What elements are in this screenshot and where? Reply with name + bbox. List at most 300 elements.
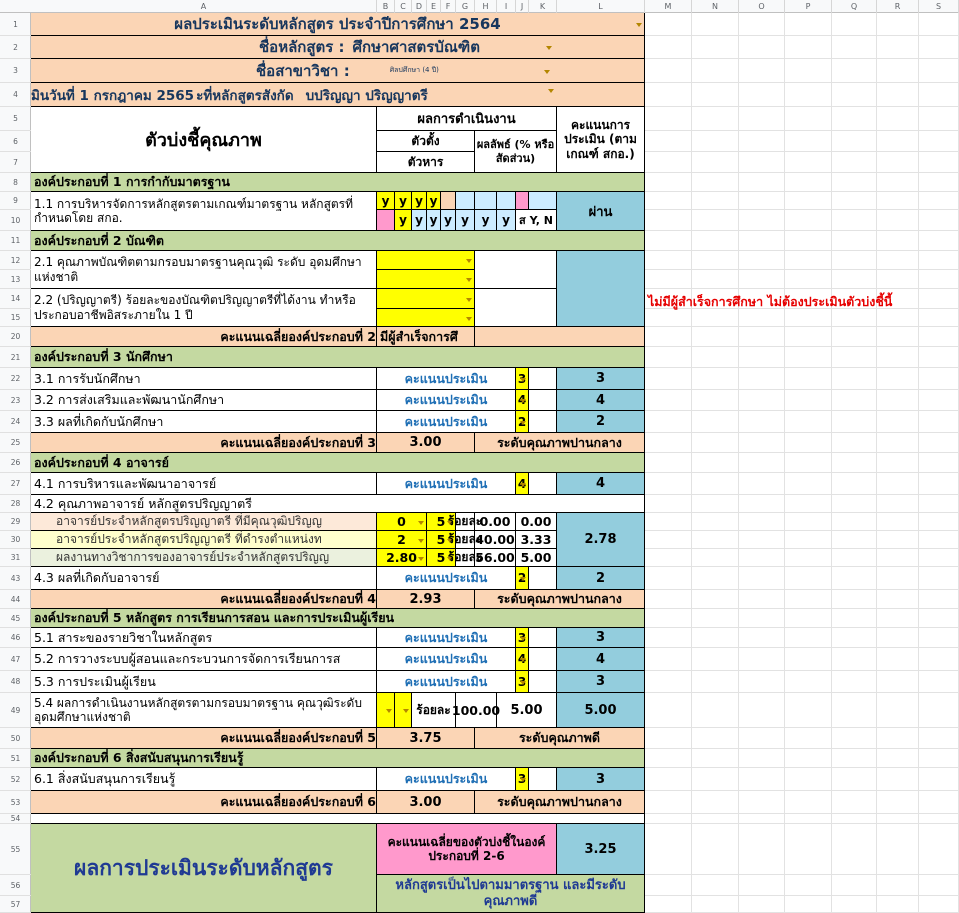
empty-cell[interactable]: [832, 368, 877, 390]
summary-avg-label[interactable]: [377, 824, 557, 875]
empty-cell[interactable]: [877, 609, 919, 628]
empty-cell[interactable]: [692, 628, 739, 648]
comp5-title[interactable]: [31, 609, 645, 628]
row-header-22[interactable]: 22: [0, 368, 31, 390]
row-header-15[interactable]: 15: [0, 309, 31, 327]
empty-cell[interactable]: [692, 768, 739, 791]
ind-6-1[interactable]: [31, 768, 377, 791]
eval-4-1[interactable]: [377, 473, 516, 495]
empty-cell[interactable]: [785, 173, 832, 192]
empty-cell[interactable]: [877, 210, 919, 231]
spacer[interactable]: [529, 567, 557, 590]
empty-cell[interactable]: [645, 36, 692, 59]
empty-cell[interactable]: [919, 309, 959, 327]
result-2-1[interactable]: [475, 251, 557, 289]
empty-cell[interactable]: [832, 693, 877, 728]
row-header-2[interactable]: 2: [0, 36, 31, 59]
num-4-2-2[interactable]: [377, 531, 427, 549]
comp1-title[interactable]: [31, 173, 645, 192]
empty-cell[interactable]: [877, 59, 919, 83]
empty-cell[interactable]: [832, 453, 877, 473]
empty-cell[interactable]: [785, 107, 832, 131]
empty-cell[interactable]: [832, 231, 877, 251]
empty-cell[interactable]: [832, 131, 877, 152]
empty-cell[interactable]: [645, 814, 692, 824]
empty-cell[interactable]: [645, 152, 692, 173]
empty-cell[interactable]: [645, 173, 692, 192]
num-5-4[interactable]: [377, 693, 395, 728]
empty-cell[interactable]: [832, 896, 877, 913]
ind-5-3[interactable]: [31, 671, 377, 693]
ind-2-2[interactable]: [31, 289, 377, 327]
column-header-q[interactable]: Q: [832, 0, 877, 13]
y-check[interactable]: [441, 210, 456, 231]
column-header-s[interactable]: S: [919, 0, 959, 13]
chevron-down-icon[interactable]: [466, 317, 472, 321]
eval-6-1[interactable]: [377, 768, 516, 791]
empty-cell[interactable]: [919, 192, 959, 210]
empty-cell[interactable]: [739, 368, 785, 390]
empty-cell[interactable]: [785, 791, 832, 814]
empty-cell[interactable]: [832, 347, 877, 368]
empty-cell[interactable]: [832, 824, 877, 875]
ind-5-1[interactable]: [31, 628, 377, 648]
empty-cell[interactable]: [877, 567, 919, 590]
empty-cell[interactable]: [919, 368, 959, 390]
avg2-label[interactable]: [31, 327, 377, 347]
row-header-46[interactable]: 46: [0, 628, 31, 648]
empty-cell[interactable]: [785, 251, 832, 270]
chevron-down-icon[interactable]: [520, 577, 526, 581]
empty-cell[interactable]: [785, 453, 832, 473]
empty-cell[interactable]: [919, 251, 959, 270]
chevron-down-icon[interactable]: [403, 709, 409, 713]
pct-label[interactable]: [447, 513, 483, 531]
pct-4-2-2[interactable]: [475, 531, 516, 549]
major-row[interactable]: [31, 59, 645, 83]
subscore-4-2-1[interactable]: [516, 513, 557, 531]
empty-cell[interactable]: [877, 628, 919, 648]
empty-cell[interactable]: [645, 107, 692, 131]
row-header-26[interactable]: 26: [0, 453, 31, 473]
empty-cell[interactable]: [919, 173, 959, 192]
empty-cell[interactable]: [919, 433, 959, 453]
chevron-down-icon[interactable]: [520, 778, 526, 782]
empty-cell[interactable]: [877, 791, 919, 814]
avg2-value[interactable]: [377, 327, 475, 347]
empty-cell[interactable]: [877, 473, 919, 495]
empty-cell[interactable]: [645, 411, 692, 433]
empty-cell[interactable]: [739, 513, 785, 531]
row-header-30[interactable]: 30: [0, 531, 31, 549]
empty-cell[interactable]: [692, 693, 739, 728]
spacer[interactable]: [529, 411, 557, 433]
empty-cell[interactable]: [739, 495, 785, 513]
pct-4-2-3[interactable]: [475, 549, 516, 567]
empty-cell[interactable]: [645, 513, 692, 531]
empty-cell[interactable]: [785, 768, 832, 791]
eval-5-1[interactable]: [377, 628, 516, 648]
empty-cell[interactable]: [692, 192, 739, 210]
empty-cell[interactable]: [645, 327, 692, 347]
empty-cell[interactable]: [877, 152, 919, 173]
empty-cell[interactable]: [739, 768, 785, 791]
select-5-2[interactable]: [516, 648, 529, 671]
y-check[interactable]: [441, 192, 456, 210]
empty-cell[interactable]: [877, 768, 919, 791]
empty-cell[interactable]: [877, 814, 919, 824]
chevron-down-icon[interactable]: [520, 681, 526, 685]
num-2-1[interactable]: [377, 251, 475, 270]
empty-cell[interactable]: [919, 896, 959, 913]
numerator-header[interactable]: [377, 131, 475, 152]
empty-cell[interactable]: [692, 495, 739, 513]
empty-cell[interactable]: [785, 628, 832, 648]
chevron-down-icon[interactable]: [520, 483, 526, 487]
empty-cell[interactable]: [919, 531, 959, 549]
empty-cell[interactable]: [739, 628, 785, 648]
empty-cell[interactable]: [785, 210, 832, 231]
empty-cell[interactable]: [692, 749, 739, 768]
empty-cell[interactable]: [785, 648, 832, 671]
empty-cell[interactable]: [645, 433, 692, 453]
row-header-51[interactable]: 51: [0, 749, 31, 768]
empty-cell[interactable]: [692, 590, 739, 609]
empty-cell[interactable]: [739, 231, 785, 251]
den-5-4[interactable]: [395, 693, 412, 728]
empty-cell[interactable]: [919, 453, 959, 473]
empty-cell[interactable]: [645, 590, 692, 609]
spacer[interactable]: [529, 368, 557, 390]
avg5-level[interactable]: [475, 728, 645, 749]
empty-cell[interactable]: [692, 453, 739, 473]
comp3-title[interactable]: [31, 347, 645, 368]
empty-cell[interactable]: [785, 411, 832, 433]
empty-cell[interactable]: [692, 131, 739, 152]
empty-cell[interactable]: [785, 192, 832, 210]
empty-cell[interactable]: [645, 567, 692, 590]
chevron-down-icon[interactable]: [418, 539, 424, 543]
avg4-level[interactable]: [475, 590, 645, 609]
empty-cell[interactable]: [739, 270, 785, 289]
row-header-9[interactable]: 9: [0, 192, 31, 210]
row-header-10[interactable]: 10: [0, 210, 31, 231]
empty-cell[interactable]: [645, 768, 692, 791]
empty-cell[interactable]: [832, 609, 877, 628]
select-6-1[interactable]: [516, 768, 529, 791]
empty-cell[interactable]: [739, 251, 785, 270]
select-3-1[interactable]: [516, 368, 529, 390]
avg2-level[interactable]: [475, 327, 645, 347]
empty-cell[interactable]: [877, 231, 919, 251]
eval-5-2[interactable]: [377, 648, 516, 671]
empty-cell[interactable]: [785, 567, 832, 590]
empty-cell[interactable]: [739, 59, 785, 83]
empty-cell[interactable]: [832, 628, 877, 648]
empty-cell[interactable]: [919, 270, 959, 289]
spacer[interactable]: [529, 628, 557, 648]
avg3-level[interactable]: [475, 433, 645, 453]
column-header-k[interactable]: K: [529, 0, 557, 13]
title-cell[interactable]: [31, 13, 645, 36]
empty-cell[interactable]: [739, 875, 785, 896]
ind-3-3[interactable]: [31, 411, 377, 433]
empty-cell[interactable]: [692, 347, 739, 368]
empty-cell[interactable]: [692, 728, 739, 749]
row-header-4[interactable]: 4: [0, 83, 31, 107]
empty-cell[interactable]: [919, 107, 959, 131]
score-5-2[interactable]: [557, 648, 645, 671]
y-check[interactable]: [427, 210, 441, 231]
chevron-down-icon[interactable]: [418, 521, 424, 525]
empty-cell[interactable]: [645, 749, 692, 768]
empty-cell[interactable]: [645, 671, 692, 693]
score-4-2[interactable]: [557, 513, 645, 567]
column-header-o[interactable]: O: [739, 0, 785, 13]
row-header-13[interactable]: 13: [0, 270, 31, 289]
empty-cell[interactable]: [877, 411, 919, 433]
spacer[interactable]: [529, 768, 557, 791]
empty-cell[interactable]: [919, 513, 959, 531]
y-check[interactable]: [377, 210, 395, 231]
column-header-l[interactable]: L: [557, 0, 645, 13]
score-4-1[interactable]: [557, 473, 645, 495]
empty-cell[interactable]: [877, 693, 919, 728]
column-header-p[interactable]: P: [785, 0, 832, 13]
empty-cell[interactable]: [919, 59, 959, 83]
empty-cell[interactable]: [645, 453, 692, 473]
avg5-value[interactable]: [377, 728, 475, 749]
empty-cell[interactable]: [739, 567, 785, 590]
empty-cell[interactable]: [692, 875, 739, 896]
row-header-50[interactable]: 50: [0, 728, 31, 749]
result-pct-header[interactable]: [475, 131, 557, 173]
empty-cell[interactable]: [919, 327, 959, 347]
y-check[interactable]: [475, 192, 497, 210]
degree-level[interactable]: บปริญญา ปริญญาตรี: [305, 87, 428, 104]
comp2-title[interactable]: [31, 231, 645, 251]
empty-cell[interactable]: [739, 83, 785, 107]
row-header-23[interactable]: 23: [0, 390, 31, 411]
empty-cell[interactable]: [692, 671, 739, 693]
y-check[interactable]: [395, 210, 412, 231]
empty-cell[interactable]: [919, 671, 959, 693]
empty-cell[interactable]: [877, 192, 919, 210]
empty-cell[interactable]: [692, 896, 739, 913]
score-header[interactable]: [557, 107, 645, 173]
column-header-f[interactable]: F: [441, 0, 456, 13]
empty-cell[interactable]: [692, 549, 739, 567]
empty-cell[interactable]: [832, 59, 877, 83]
empty-cell[interactable]: [832, 390, 877, 411]
column-header-n[interactable]: N: [692, 0, 739, 13]
row-header-24[interactable]: 24: [0, 411, 31, 433]
empty-cell[interactable]: [877, 173, 919, 192]
empty-cell[interactable]: [645, 390, 692, 411]
result-2-2[interactable]: [475, 289, 557, 327]
empty-cell[interactable]: [785, 814, 832, 824]
empty-cell[interactable]: [832, 513, 877, 531]
empty-cell[interactable]: [739, 107, 785, 131]
empty-cell[interactable]: [739, 590, 785, 609]
num-4-2-3[interactable]: [377, 549, 427, 567]
ind-1-1[interactable]: [31, 192, 377, 231]
select-4-3[interactable]: [516, 567, 529, 590]
empty-cell[interactable]: [785, 390, 832, 411]
empty-cell[interactable]: [785, 513, 832, 531]
result-header[interactable]: [377, 107, 557, 131]
chevron-down-icon[interactable]: [466, 298, 472, 302]
empty-cell[interactable]: [832, 567, 877, 590]
empty-cell[interactable]: [645, 824, 692, 875]
column-header-a[interactable]: A: [31, 0, 377, 13]
empty-cell[interactable]: [645, 728, 692, 749]
empty-cell[interactable]: [919, 210, 959, 231]
row-header-45[interactable]: 45: [0, 609, 31, 628]
row-header-31[interactable]: 31: [0, 549, 31, 567]
empty-cell[interactable]: [919, 814, 959, 824]
comp4-title[interactable]: [31, 453, 645, 473]
ind-4-2[interactable]: [31, 495, 645, 513]
empty-cell[interactable]: [739, 152, 785, 173]
select-5-1[interactable]: [516, 628, 529, 648]
empty-cell[interactable]: [645, 251, 692, 270]
empty-cell[interactable]: [919, 36, 959, 59]
empty-cell[interactable]: [692, 210, 739, 231]
empty-row[interactable]: [31, 814, 645, 824]
empty-cell[interactable]: [919, 749, 959, 768]
empty-cell[interactable]: [739, 433, 785, 453]
chevron-down-icon[interactable]: [520, 421, 526, 425]
empty-cell[interactable]: [692, 83, 739, 107]
empty-cell[interactable]: [692, 791, 739, 814]
ind-4-1[interactable]: [31, 473, 377, 495]
empty-cell[interactable]: [785, 59, 832, 83]
empty-cell[interactable]: [645, 231, 692, 251]
avg6-level[interactable]: [475, 791, 645, 814]
empty-cell[interactable]: [832, 814, 877, 824]
empty-cell[interactable]: [832, 13, 877, 36]
summary-avg-value[interactable]: [557, 824, 645, 875]
empty-cell[interactable]: [919, 791, 959, 814]
empty-cell[interactable]: [919, 728, 959, 749]
empty-cell[interactable]: [645, 192, 692, 210]
empty-cell[interactable]: [919, 152, 959, 173]
empty-cell[interactable]: [692, 531, 739, 549]
row-header-1[interactable]: 1: [0, 13, 31, 36]
empty-cell[interactable]: [832, 36, 877, 59]
empty-cell[interactable]: [919, 824, 959, 875]
chevron-down-icon[interactable]: [520, 378, 526, 382]
select-3-2[interactable]: [516, 390, 529, 411]
empty-cell[interactable]: [919, 648, 959, 671]
row-header-53[interactable]: 53: [0, 791, 31, 814]
empty-cell[interactable]: [692, 390, 739, 411]
num-2-2[interactable]: [377, 289, 475, 309]
empty-cell[interactable]: [692, 433, 739, 453]
empty-cell[interactable]: [739, 473, 785, 495]
empty-cell[interactable]: [877, 549, 919, 567]
y-check[interactable]: [427, 192, 441, 210]
empty-cell[interactable]: [785, 549, 832, 567]
empty-cell[interactable]: [832, 327, 877, 347]
empty-cell[interactable]: [877, 728, 919, 749]
row-header-55[interactable]: 55: [0, 824, 31, 875]
empty-cell[interactable]: [785, 671, 832, 693]
empty-cell[interactable]: [877, 13, 919, 36]
score-3-1[interactable]: [557, 368, 645, 390]
spacer[interactable]: [529, 390, 557, 411]
empty-cell[interactable]: [919, 131, 959, 152]
empty-cell[interactable]: [645, 473, 692, 495]
column-header-d[interactable]: D: [412, 0, 427, 13]
column-header-m[interactable]: M: [645, 0, 692, 13]
empty-cell[interactable]: [739, 192, 785, 210]
y-check[interactable]: [497, 210, 516, 231]
empty-cell[interactable]: [877, 453, 919, 473]
empty-cell[interactable]: [919, 567, 959, 590]
avg3-value[interactable]: [377, 433, 475, 453]
empty-cell[interactable]: [739, 693, 785, 728]
empty-cell[interactable]: [785, 590, 832, 609]
avg6-value[interactable]: [377, 791, 475, 814]
empty-cell[interactable]: [645, 549, 692, 567]
empty-cell[interactable]: [739, 327, 785, 347]
empty-cell[interactable]: [785, 231, 832, 251]
empty-cell[interactable]: [877, 648, 919, 671]
eval-3-1[interactable]: [377, 368, 516, 390]
empty-cell[interactable]: [645, 791, 692, 814]
empty-cell[interactable]: [739, 173, 785, 192]
row-header-54[interactable]: 54: [0, 814, 31, 824]
summary-conclusion[interactable]: [377, 875, 645, 913]
empty-cell[interactable]: [877, 824, 919, 875]
row-header-6[interactable]: 6: [0, 131, 31, 152]
empty-cell[interactable]: [645, 347, 692, 368]
empty-cell[interactable]: [919, 411, 959, 433]
empty-cell[interactable]: [739, 210, 785, 231]
eval-3-3[interactable]: [377, 411, 516, 433]
chevron-down-icon[interactable]: [520, 399, 526, 403]
den-2-2[interactable]: [377, 309, 475, 327]
spacer[interactable]: [529, 671, 557, 693]
empty-cell[interactable]: [692, 36, 739, 59]
empty-cell[interactable]: [785, 13, 832, 36]
empty-cell[interactable]: [739, 791, 785, 814]
ind-4-3[interactable]: [31, 567, 377, 590]
column-header-b[interactable]: B: [377, 0, 395, 13]
empty-cell[interactable]: [877, 368, 919, 390]
empty-cell[interactable]: [832, 648, 877, 671]
chevron-down-icon[interactable]: [386, 709, 392, 713]
empty-cell[interactable]: [739, 824, 785, 875]
empty-cell[interactable]: [785, 473, 832, 495]
empty-cell[interactable]: [645, 531, 692, 549]
column-header-c[interactable]: C: [395, 0, 412, 13]
comp6-title[interactable]: [31, 749, 645, 768]
empty-cell[interactable]: [692, 231, 739, 251]
empty-cell[interactable]: [645, 896, 692, 913]
ind-5-4[interactable]: [31, 693, 377, 728]
avg5-label[interactable]: [31, 728, 377, 749]
empty-cell[interactable]: [832, 728, 877, 749]
empty-cell[interactable]: [692, 368, 739, 390]
y-check[interactable]: [412, 192, 427, 210]
empty-cell[interactable]: [785, 749, 832, 768]
empty-cell[interactable]: [832, 671, 877, 693]
y-check[interactable]: [497, 192, 516, 210]
empty-cell[interactable]: [739, 411, 785, 433]
